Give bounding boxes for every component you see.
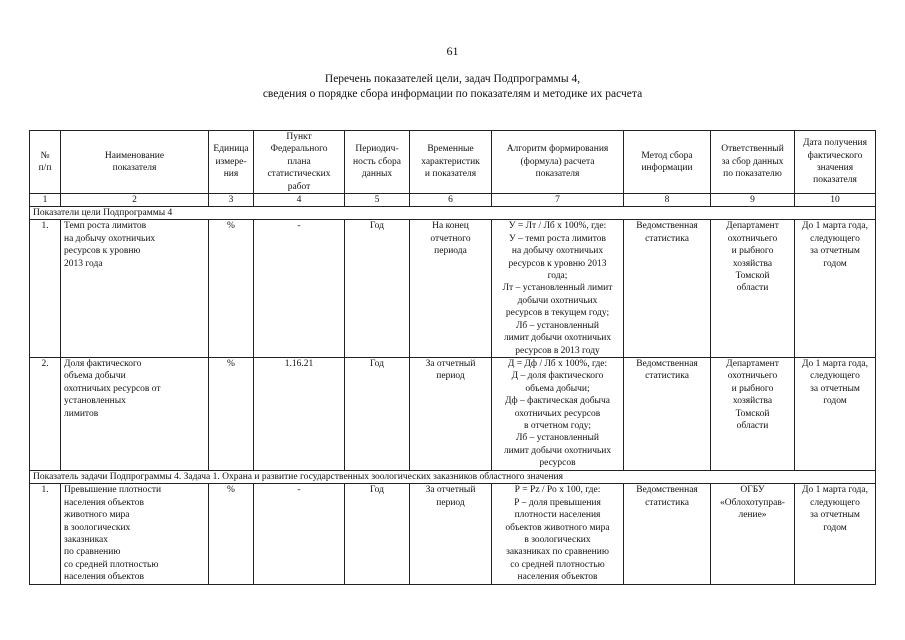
section-title-goal: Показатели цели Подпрограммы 4 bbox=[30, 207, 876, 220]
algorithm: У = Лт / Лб х 100%, где: У – темп роста лимитов на добычу охотничьих ресурсов к уровню 2013 года; Лт – установленный лимит добычи охотничьих ресурсов в текущем году; Лб – установленный лимит добычи охотничьих ресурсов в 2013 году bbox=[492, 220, 624, 357]
plan-item: 1.16.21 bbox=[254, 357, 345, 470]
column-header: Наименование показателя bbox=[61, 131, 209, 194]
column-number: 4 bbox=[254, 194, 345, 207]
column-header: Алгоритм формирования (формула) расчета показателя bbox=[492, 131, 624, 194]
periodicity: Год bbox=[345, 220, 410, 357]
date-received: До 1 марта года, следующего за отчетным годом bbox=[795, 220, 876, 357]
table-row bbox=[30, 484, 876, 584]
column-header: Периодич- ность сбора данных bbox=[345, 131, 410, 194]
column-number: 2 bbox=[61, 194, 209, 207]
table-header-row bbox=[30, 131, 876, 194]
responsible: Департамент охотничьего и рыбного хозяйства Томской области bbox=[711, 357, 795, 470]
section-row bbox=[30, 207, 876, 220]
title-line-2: сведения о порядке сбора информации по показателям и методике их расчета bbox=[262, 88, 643, 100]
indicator-name: Превышение плотности населения объектов животного мира в зоологических заказниках по сравнению со средней плотностью населения объектов bbox=[61, 484, 209, 584]
column-number: 7 bbox=[492, 194, 624, 207]
date-received: До 1 марта года, следующего за отчетным годом bbox=[795, 357, 876, 470]
responsible: ОГБУ «Облохотуправ- ление» bbox=[711, 484, 795, 584]
collection-method: Ведомственная статистика bbox=[624, 484, 711, 584]
time-characteristic: За отчетный период bbox=[410, 357, 492, 470]
column-number: 6 bbox=[410, 194, 492, 207]
column-header: Дата получения фактического значения показателя bbox=[795, 131, 876, 194]
goal-rows bbox=[30, 220, 876, 470]
plan-item: - bbox=[254, 484, 345, 584]
column-number: 3 bbox=[209, 194, 254, 207]
column-number: 8 bbox=[624, 194, 711, 207]
task-rows bbox=[30, 484, 876, 584]
unit: % bbox=[209, 484, 254, 584]
indicator-name: Доля фактического объема добычи охотничьих ресурсов от установленных лимитов bbox=[61, 357, 209, 470]
responsible: Департамент охотничьего и рыбного хозяйства Томской области bbox=[711, 220, 795, 357]
table-row bbox=[30, 220, 876, 357]
page-number: 61 bbox=[446, 44, 459, 58]
row-number: 1. bbox=[30, 220, 61, 357]
table-row bbox=[30, 357, 876, 470]
document-title bbox=[0, 72, 905, 102]
column-header: № п/п bbox=[30, 131, 61, 194]
column-number: 10 bbox=[795, 194, 876, 207]
collection-method: Ведомственная статистика bbox=[624, 357, 711, 470]
column-number: 5 bbox=[345, 194, 410, 207]
date-received: До 1 марта года, следующего за отчетным годом bbox=[795, 484, 876, 584]
column-number: 9 bbox=[711, 194, 795, 207]
column-header: Единица измере- ния bbox=[209, 131, 254, 194]
unit: % bbox=[209, 357, 254, 470]
algorithm: Д = Дф / Лб х 100%, где: Д – доля фактического объема добычи; Дф – фактическая добыча охотничьих ресурсов в отчетном году; Лб – установленный лимит добычи охотничьих ресурсов bbox=[492, 357, 624, 470]
row-number: 1. bbox=[30, 484, 61, 584]
title-line-1: Перечень показателей цели, задач Подпрограммы 4, bbox=[324, 73, 581, 85]
column-number: 1 bbox=[30, 194, 61, 207]
collection-method: Ведомственная статистика bbox=[624, 220, 711, 357]
column-header: Временные характеристик и показателя bbox=[410, 131, 492, 194]
algorithm: Р = Рz / Ро х 100, где: Р – доля превышения плотности населения объектов животного мира в зоологических заказниках по сравнению со средней плотностью населения объектов bbox=[492, 484, 624, 584]
plan-item: - bbox=[254, 220, 345, 357]
indicators-table bbox=[29, 130, 876, 585]
column-header: Ответственный за сбор данных по показателю bbox=[711, 131, 795, 194]
time-characteristic: На конец отчетного периода bbox=[410, 220, 492, 357]
column-numbers-row bbox=[30, 194, 876, 207]
column-header: Пункт Федерального плана статистических работ bbox=[254, 131, 345, 194]
section-title-task: Показатель задачи Подпрограммы 4. Задача 1. Охрана и развитие государственных зоологических заказников областного значения bbox=[30, 470, 876, 483]
column-header: Метод сбора информации bbox=[624, 131, 711, 194]
section-row bbox=[30, 470, 876, 483]
indicator-name: Темп роста лимитов на добычу охотничьих ресурсов к уровню 2013 года bbox=[61, 220, 209, 357]
row-number: 2. bbox=[30, 357, 61, 470]
time-characteristic: За отчетный период bbox=[410, 484, 492, 584]
periodicity: Год bbox=[345, 484, 410, 584]
unit: % bbox=[209, 220, 254, 357]
periodicity: Год bbox=[345, 357, 410, 470]
